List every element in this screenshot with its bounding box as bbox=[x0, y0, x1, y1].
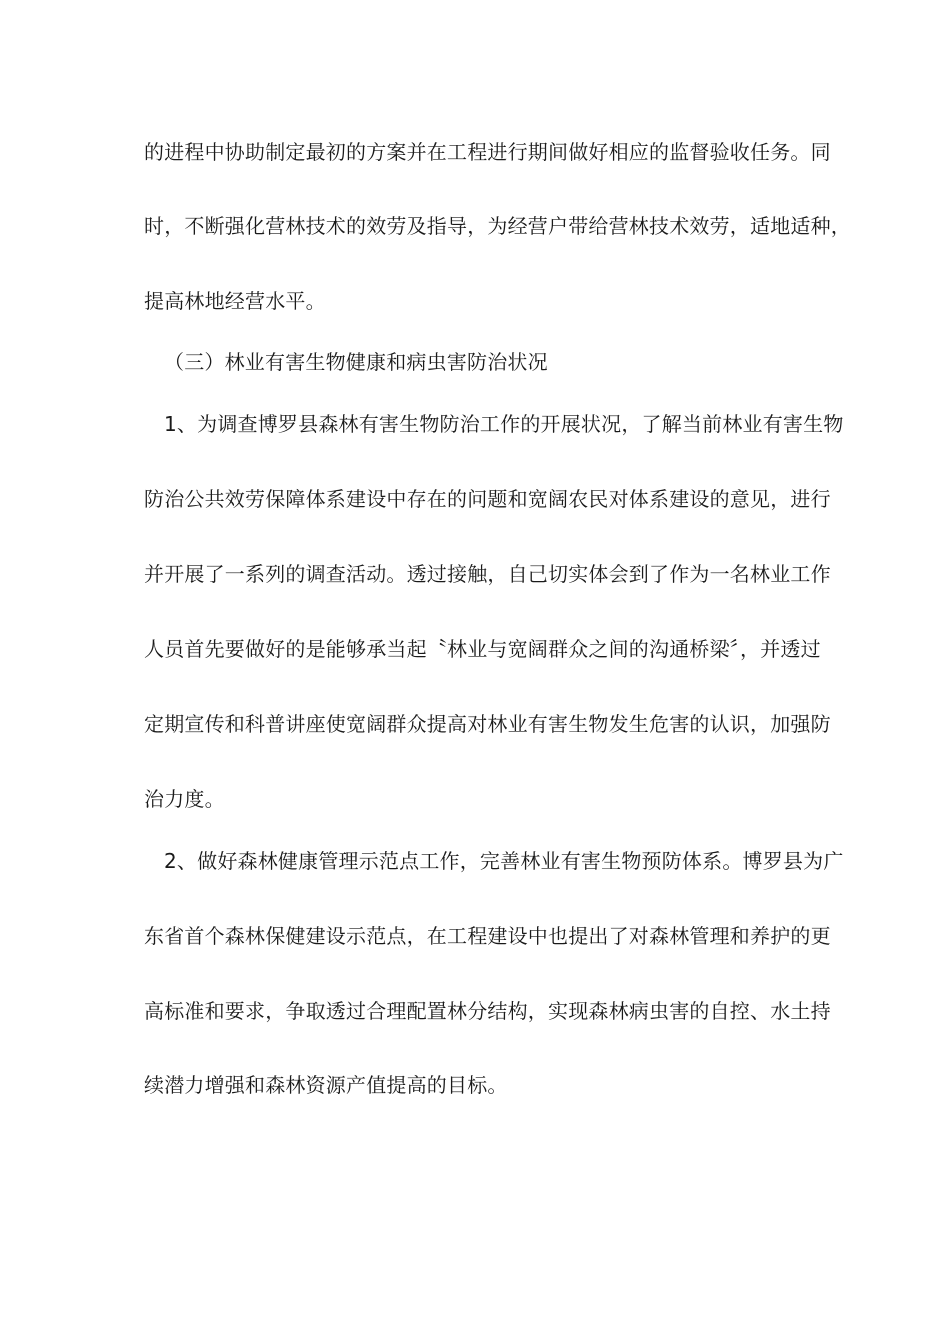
paragraph-line: 续潜力增强和森林资源产值提高的目标。 bbox=[144, 1073, 508, 1097]
paragraph-line: 防治公共效劳保障体系建设中存在的问题和宽阔农民对体系建设的意见，进行 bbox=[144, 487, 831, 511]
paragraph-line: 2、做好森林健康管理示范点工作，完善林业有害生物预防体系。博罗县为广 bbox=[164, 849, 844, 873]
paragraph-line: 的进程中协助制定最初的方案并在工程进行期间做好相应的监督验收任务。同 bbox=[144, 140, 831, 164]
paragraph-line: 治力度。 bbox=[144, 787, 225, 811]
paragraph-line: 1、为调查博罗县森林有害生物防治工作的开展状况，了解当前林业有害生物 bbox=[164, 412, 844, 436]
paragraph-line: 并开展了一系列的调查活动。透过接触，自己切实体会到了作为一名林业工作 bbox=[144, 562, 831, 586]
paragraph-line: 时，不断强化营林技术的效劳及指导，为经营户带给营林技术效劳，适地适种， bbox=[144, 214, 851, 238]
paragraph-line: 东省首个森林保健建设示范点，在工程建设中也提出了对森林管理和养护的更 bbox=[144, 924, 831, 948]
paragraph-line: 定期宣传和科普讲座使宽阔群众提高对林业有害生物发生危害的认识，加强防 bbox=[144, 712, 831, 736]
paragraph-line: 提高林地经营水平。 bbox=[144, 289, 326, 313]
section-heading: （三）林业有害生物健康和病虫害防治状况 bbox=[164, 350, 548, 374]
paragraph-line: 人员首先要做好的是能够承当起〝林业与宽阔群众之间的沟通桥梁〞，并透过 bbox=[144, 637, 821, 661]
paragraph-line: 高标准和要求，争取透过合理配置林分结构，实现森林病虫害的自控、水土持 bbox=[144, 999, 831, 1023]
